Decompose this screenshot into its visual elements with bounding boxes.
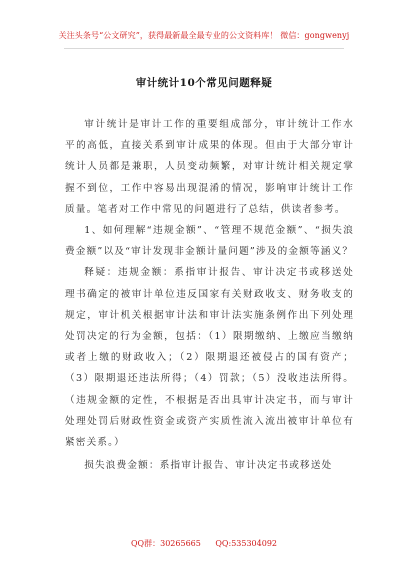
paragraph-loss-waste: 损失浪费金额：系指审计报告、审计决定书或移送处 bbox=[84, 460, 333, 472]
document-title: 审计统计10个常见问题释疑 bbox=[135, 77, 273, 89]
header-banner: 关注头条号“公文研究”，获得最新最全最专业的公文资料库！ 微信：gongwenyj bbox=[58, 31, 350, 40]
paragraph-question-1: 1、如何理解“违规金额”、“管理不规范金额”、“损失浪费金额”以及“审计发现非金额计量问题”涉及的金额等涵义？ bbox=[65, 225, 354, 258]
paragraph-intro: 审计统计是审计工作的重要组成部分，审计统计工作水平的高低，直接关系到审计成果的体现。但由于大部分审计统计人员都是兼职，人员变动频繁，对审计统计相关规定掌握不到位，工作中容易出现混淆的情况，影响审计统计工作质量。笔者对工作中常见的问题进行了总结，供读者参考。 bbox=[65, 119, 354, 215]
footer-contact: QQ群：30265665 QQ:535304092 bbox=[131, 539, 277, 548]
header-divider bbox=[64, 48, 344, 49]
document-body bbox=[65, 114, 354, 476]
paragraph-answer-1: 释疑：违规金额：系指审计报告、审计决定书或移送处理书确定的被审计单位违反国家有关财政收支、财务收支的规定，审计机关根据审计法和审计法实施条例作出下列处理处罚决定的行为金额，包括：（1）限期缴纳、上缴应当缴纳或者上缴的财政收入；（2）限期退还被侵占的国有资产；（3）限期退还违法所得；（4）罚款；（5）没收违法所得。（违规金额的定性，不根据是否出具审计决定书，而与审计处理处罚后财政性资金或资产实质性流入流出被审计单位有紧密关系。） bbox=[65, 267, 354, 449]
